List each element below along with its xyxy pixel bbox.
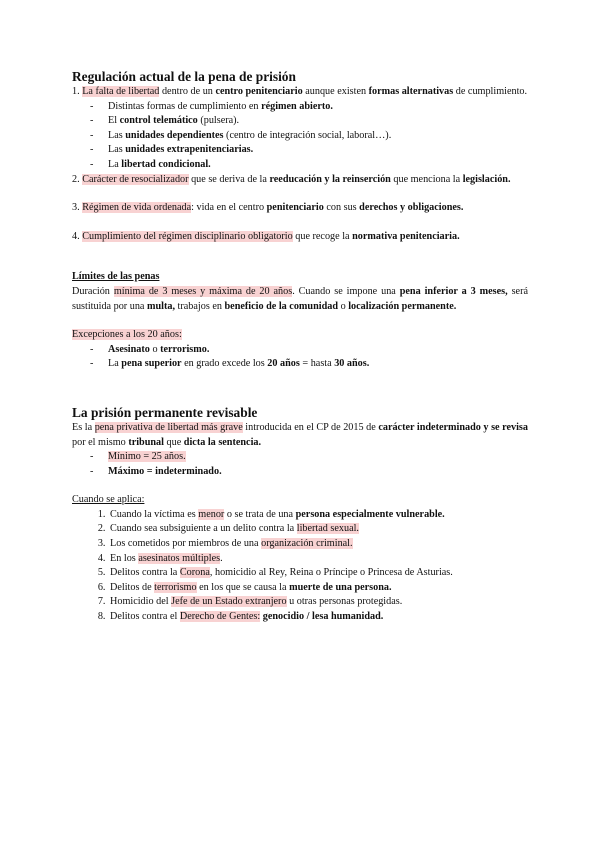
list-item: - Distintas formas de cumplimiento en régimen abierto. xyxy=(90,100,528,115)
list-item: - Las unidades extrapenitenciarias. xyxy=(90,143,528,158)
list-item: 6. Delitos de terrorismo en los que se causa la muerte de una persona. xyxy=(108,581,528,596)
list-item: 5. Delitos contra la Corona, homicidio al Rey, Reina o Príncipe o Princesa de Asturias. xyxy=(108,566,528,581)
highlight: Cumplimiento del régimen disciplinario obligatorio xyxy=(82,230,293,242)
section-title-limites: Límites de las penas xyxy=(72,271,160,283)
list-item: 2. Cuando sea subsiguiente a un delito contra la libertad sexual. xyxy=(108,522,528,537)
paragraph-1: 1. La falta de libertad dentro de un centro penitenciario aunque existen formas alternativas de cumplimiento. xyxy=(72,86,528,97)
exceptions-label: Excepciones a los 20 años: xyxy=(72,329,182,341)
highlight: Carácter de resocializador xyxy=(82,173,189,185)
cases-list xyxy=(72,508,528,625)
paragraph-limites: Duración mínima de 3 meses y máxima de 20 años. Cuando se impone una pena inferior a 3 meses, será sustituida por una multa, trabajos en beneficio de la comunidad o localización permanente. xyxy=(72,285,528,312)
document-page xyxy=(72,68,528,625)
paragraph-2: 2. Carácter de resocializador que se deriva de la reeducación y la reinserción que menciona la legislación. xyxy=(72,173,511,185)
list-item: 3. Los cometidos por miembros de una organización criminal. xyxy=(108,537,528,552)
list-item: 1. Cuando la víctima es menor o se trata de una persona especialmente vulnerable. xyxy=(108,508,528,523)
list-item: - La libertad condicional. xyxy=(90,158,528,173)
list-item: - El control telemático (pulsera). xyxy=(90,114,528,129)
duration-list xyxy=(72,450,528,479)
paragraph-4: 4. Cumplimiento del régimen disciplinario obligatorio que recoge la normativa penitenciaria. xyxy=(72,230,460,242)
list-item: - Mínimo = 25 años. xyxy=(90,450,528,465)
highlight: mínima de 3 meses y máxima de 20 años xyxy=(113,285,293,297)
section-title-prision-permanente: La prisión permanente revisable xyxy=(72,404,258,420)
section-title-regulacion: Regulación actual de la pena de prisión xyxy=(72,69,296,84)
highlight: pena privativa de libertad más grave xyxy=(94,421,243,433)
highlight: Régimen de vida ordenada xyxy=(82,202,192,214)
list-item: 4. En los asesinatos múltiples. xyxy=(108,552,528,567)
paragraph-prision-permanente: Es la pena privativa de libertad más grave introducida en el CP de 2015 de carácter indeterminado y se revisa por el mismo tribunal que dicta la sentencia. xyxy=(72,421,528,448)
list-item: - La pena superior en grado excede los 20 años = hasta 30 años. xyxy=(90,357,528,372)
list-item: 7. Homicidio del Jefe de un Estado extranjero u otras personas protegidas. xyxy=(108,595,528,610)
list-item: - Asesinato o terrorismo. xyxy=(90,343,528,358)
list-item: - Las unidades dependientes (centro de integración social, laboral…). xyxy=(90,129,528,144)
list-item: 8. Delitos contra el Derecho de Gentes: genocidio / lesa humanidad. xyxy=(108,610,528,625)
when-applies-label: Cuando se aplica: xyxy=(72,494,145,506)
list-item: - Máximo = indeterminado. xyxy=(90,465,528,480)
exceptions-list xyxy=(72,343,528,372)
forms-list xyxy=(72,100,528,173)
highlight: La falta de libertad xyxy=(82,86,160,97)
paragraph-3: 3. Régimen de vida ordenada: vida en el centro penitenciario con sus derechos y obligaciones. xyxy=(72,202,464,214)
